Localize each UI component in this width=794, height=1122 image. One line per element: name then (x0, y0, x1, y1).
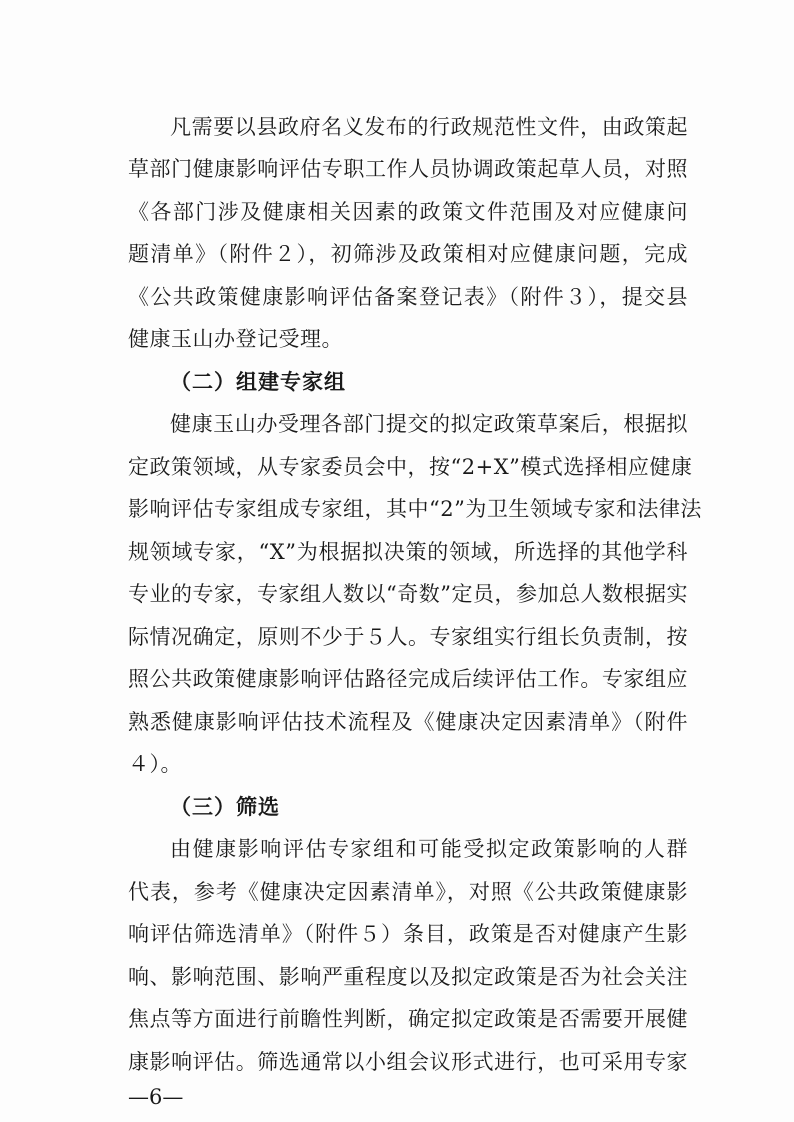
paragraph-line: 照公共政策健康影响评估路径完成后续评估工作。专家组应 (128, 667, 688, 691)
paragraph-line: 响、影响范围、影响严重程度以及拟定政策是否为社会关注 (128, 965, 688, 989)
paragraph-line: 响评估筛选清单》（附件５）条目，政策是否对健康产生影 (128, 922, 688, 946)
paragraph-line: 焦点等方面进行前瞻性判断，确定拟定政策是否需要开展健 (128, 1007, 688, 1031)
paragraph-line: 定政策领域，从专家委员会中，按“2+X”模式选择相应健康 (128, 455, 693, 479)
paragraph-line: 代表，参考《健康决定因素清单》，对照《公共政策健康影 (128, 880, 688, 904)
paragraph-line: 影响评估专家组成专家组，其中“2”为卫生领域专家和法律法 (128, 497, 702, 521)
paragraph-line: 凡需要以县政府名义发布的行政规范性文件，由政策起 (170, 115, 688, 139)
paragraph-line: 规领域专家，“X”为根据拟决策的领域，所选择的其他学科 (128, 540, 688, 564)
page-number: —6— (128, 1085, 184, 1109)
paragraph-line: 《公共政策健康影响评估备案登记表》（附件３），提交县 (128, 285, 688, 309)
paragraph-line: 健康玉山办受理各部门提交的拟定政策草案后，根据拟 (170, 412, 688, 436)
paragraph-line: 草部门健康影响评估专职工作人员协调政策起草人员，对照 (128, 157, 688, 181)
paragraph-line: 康影响评估。筛选通常以小组会议形式进行，也可采用专家 (128, 1050, 688, 1074)
section-heading-screening: （三）筛选 (170, 794, 280, 819)
paragraph-line: 际情况确定，原则不少于５人。专家组实行组长负责制，按 (128, 625, 688, 649)
paragraph-line: 《各部门涉及健康相关因素的政策文件范围及对应健康问 (128, 200, 688, 224)
paragraph-line: 熟悉健康影响评估技术流程及《健康决定因素清单》（附件 (128, 710, 688, 734)
paragraph-line: 题清单》（附件２），初筛涉及政策相对应健康问题，完成 (128, 242, 688, 266)
paragraph-line: ４）。 (128, 752, 182, 776)
paragraph-line: 健康玉山办登记受理。 (128, 327, 343, 351)
section-heading-expert-group: （二）组建专家组 (170, 369, 346, 394)
paragraph-line: 由健康影响评估专家组和可能受拟定政策影响的人群 (170, 837, 688, 861)
paragraph-line: 专业的专家，专家组人数以“奇数”定员，参加总人数根据实 (128, 582, 688, 606)
